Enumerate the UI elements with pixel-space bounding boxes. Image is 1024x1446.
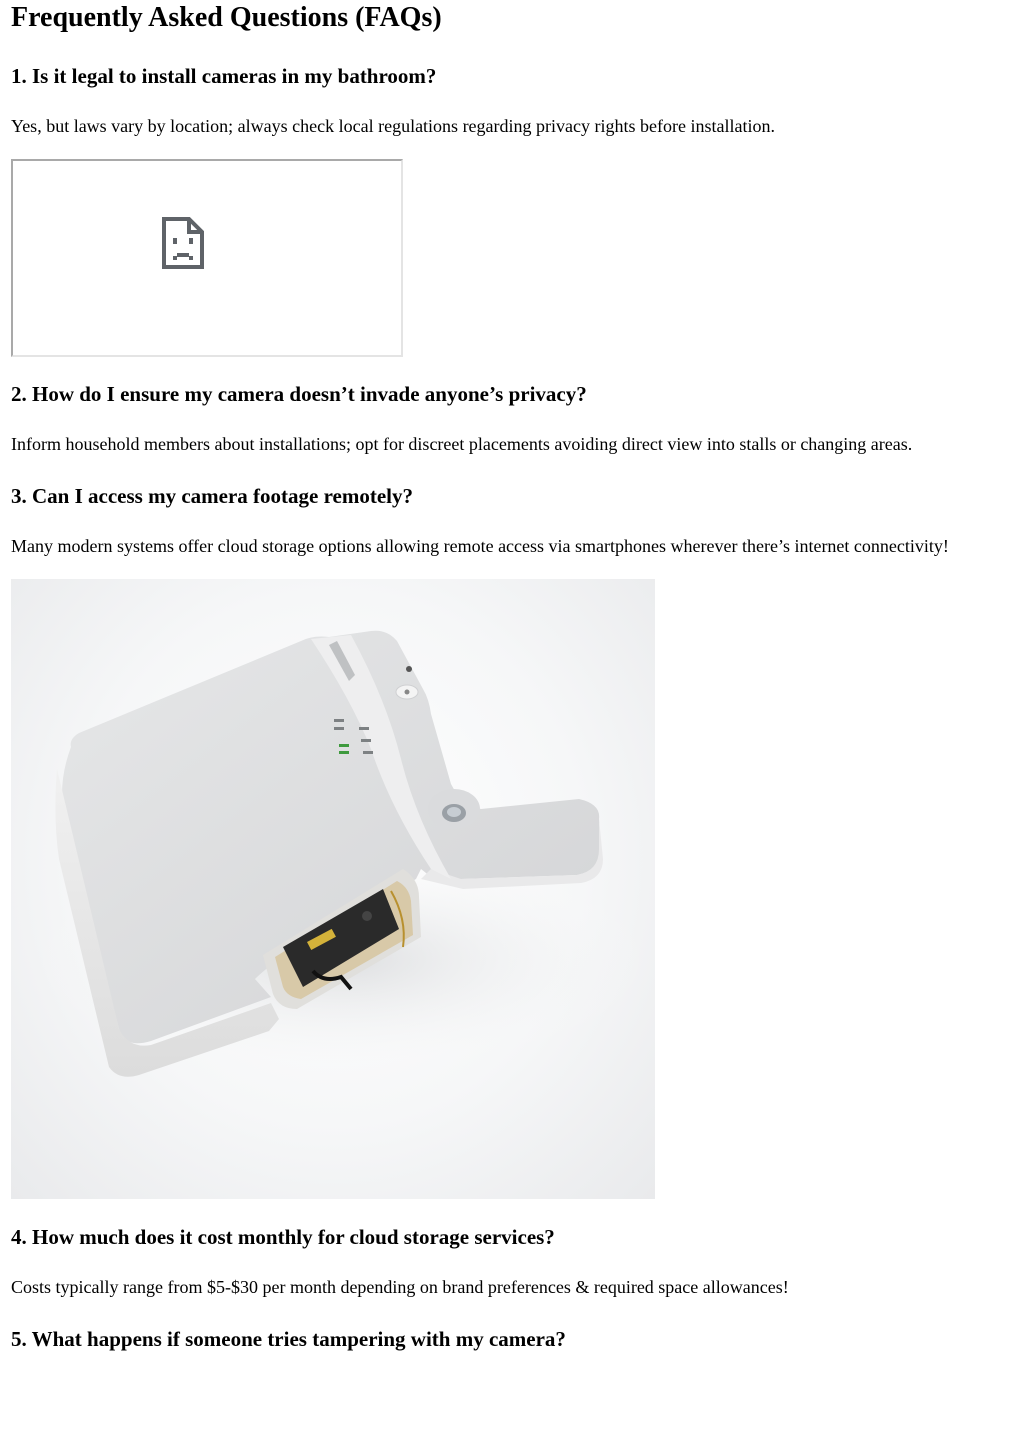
faq-question-1: 1. Is it legal to install cameras in my bathroom? [11, 64, 437, 88]
hidden-camera-device-photo [11, 579, 655, 1199]
camera-device-illustration [11, 579, 655, 1199]
broken-image-icon [161, 216, 205, 270]
faq-answer-3: Many modern systems offer cloud storage options allowing remote access via smartphones wherever there’s internet connectivity! [11, 536, 949, 556]
faq-question-5: 5. What happens if someone tries tampering with my camera? [11, 1327, 566, 1351]
faq-question-3: 3. Can I access my camera footage remotely? [11, 484, 413, 508]
faq-question-2: 2. How do I ensure my camera doesn’t invade anyone’s privacy? [11, 382, 587, 406]
faq-answer-2: Inform household members about installations; opt for discreet placements avoiding direct view into stalls or changing areas. [11, 434, 913, 454]
page-title: Frequently Asked Questions (FAQs) [11, 2, 442, 33]
faq-question-4: 4. How much does it cost monthly for cloud storage services? [11, 1225, 555, 1249]
faq-answer-4: Costs typically range from $5-$30 per month depending on brand preferences & required space allowances! [11, 1277, 789, 1297]
faq-answer-1: Yes, but laws vary by location; always check local regulations regarding privacy rights before installation. [11, 116, 775, 136]
broken-image-placeholder [11, 159, 403, 357]
